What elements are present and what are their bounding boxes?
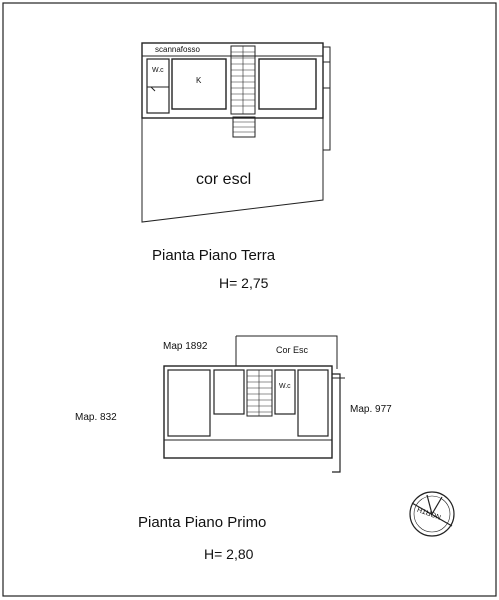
first-left-room bbox=[168, 370, 210, 436]
ground-floor-height: H= 2,75 bbox=[219, 275, 269, 291]
ground-wc-label: W.c bbox=[152, 67, 164, 74]
ground-floor-title: Pianta Piano Terra bbox=[152, 247, 276, 264]
map-1892-label: Map 1892 bbox=[163, 341, 208, 352]
courtyard-label: cor escl bbox=[196, 171, 252, 188]
ground-floor-plan bbox=[142, 43, 330, 222]
map-977-label: Map. 977 bbox=[350, 404, 392, 415]
first-floor-height: H= 2,80 bbox=[204, 546, 254, 562]
north-label: NORTH bbox=[416, 504, 443, 521]
first-wc-label: W.c bbox=[279, 383, 291, 390]
first-staircase bbox=[247, 370, 272, 416]
first-wc-room bbox=[275, 370, 295, 414]
first-right-room bbox=[298, 370, 328, 436]
first-mid-room bbox=[214, 370, 244, 414]
ground-right-room bbox=[259, 59, 316, 109]
first-floor-title: Pianta Piano Primo bbox=[138, 514, 267, 531]
first-floor-plan bbox=[164, 336, 345, 472]
scannafosso-label: scannafosso bbox=[155, 45, 200, 54]
cor-esc-label: Cor Esc bbox=[276, 345, 309, 355]
map-832-label: Map. 832 bbox=[75, 412, 117, 423]
kitchen-label: K bbox=[196, 76, 202, 85]
